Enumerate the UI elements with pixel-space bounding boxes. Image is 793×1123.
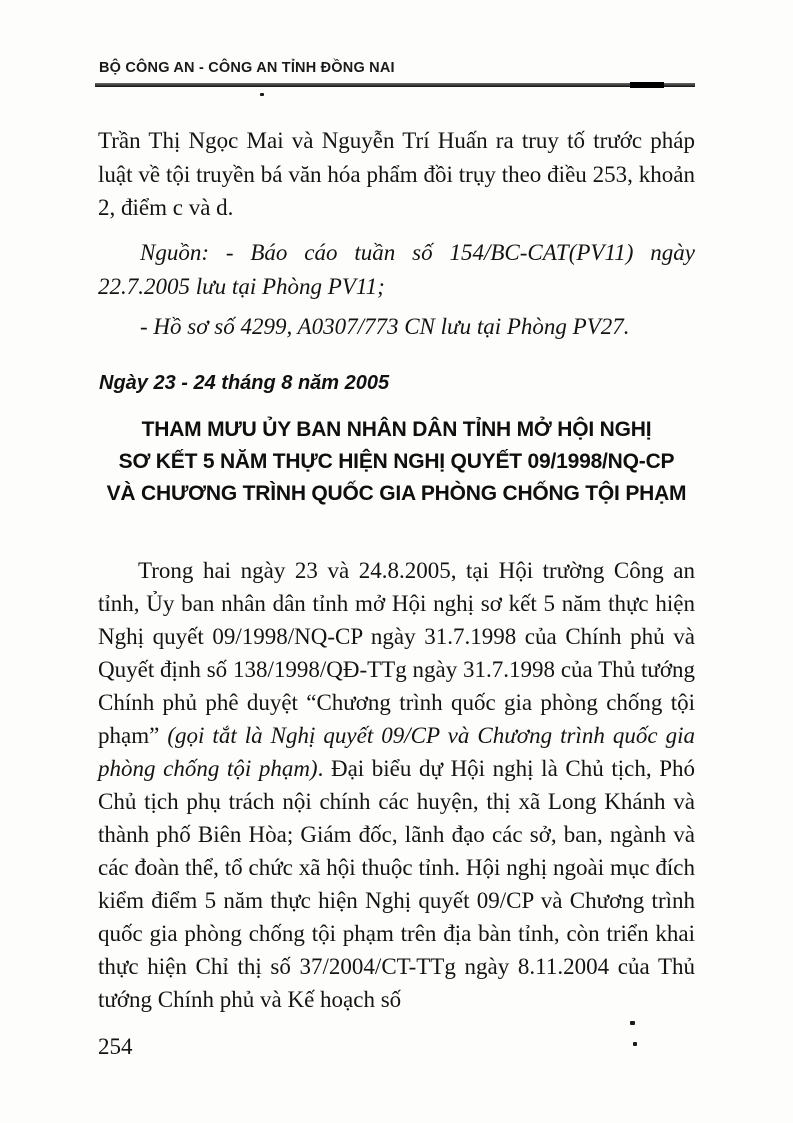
entry-title-line-3: VÀ CHƯƠNG TRÌNH QUỐC GIA PHÒNG CHỐNG TỘI PHẠM: [106, 482, 687, 505]
page-number: 254: [98, 1034, 133, 1059]
entry-paragraph-tail: . Đại biểu dự Hội nghị là Chủ tịch, Phó Chủ tịch phụ trách nội chính các huyện, thị xã Long Khánh và thành phố Biên Hòa; Giám đốc, lãnh đạo các sở, ban, ngành và các đoàn thể, tổ chức xã hội thuộc tỉnh. Hội nghị ngoài mục đích kiểm điểm 5 năm thực hiện Nghị quyết 09/CP và Chương trình quốc gia phòng chống tội phạm trên địa bàn tỉnh, còn triển khai thực hiện Chỉ thị số 37/2004/CT-TTg ngày 8.11.2004 của Thủ tướng Chính phủ và Kế hoạch số: [98, 756, 695, 1012]
scan-speck: [633, 1042, 637, 1046]
entry-title-line-2: SƠ KẾT 5 NĂM THỰC HIỆN NGHỊ QUYẾT 09/1998/NQ-CP: [118, 450, 675, 473]
entry-title-line-1: THAM MƯU ỦY BAN NHÂN DÂN TỈNH MỞ HỘI NGHỊ: [141, 418, 652, 441]
scan-speck: [630, 1021, 635, 1025]
running-header: BỘ CÔNG AN - CÔNG AN TỈNH ĐỒNG NAI: [99, 60, 395, 76]
entry-paragraph-lead: Trong hai ngày 23 và 24.8.2005, tại Hội trường Công an tỉnh, Ủy ban nhân dân tỉnh mở Hội nghị sơ kết 5 năm thực hiện Nghị quyết 09/1998/NQ-CP ngày 31.7.1998 của Chính phủ và Quyết định số 138/1998/QĐ-TTg ngày 31.7.1998 của Thủ tướng Chính phủ phê duyệt “Chương trình quốc gia phòng chống tội phạm”: [98, 558, 695, 748]
source-citation-line-1: Nguồn: - Báo cáo tuần số 154/BC-CAT(PV11) ngày 22.7.2005 lưu tại Phòng PV11;: [98, 240, 695, 299]
entry-paragraph-aside-italic: (gọi tắt là Nghị quyết 09/CP và Chương trình quốc gia phòng chống tội phạm): [98, 723, 695, 781]
header-rule-bold-segment: [630, 82, 664, 88]
paragraph-continuation: Trần Thị Ngọc Mai và Nguyễn Trí Huấn ra truy tố trước pháp luật về tội truyền bá văn hóa phẩm đồi trụy theo điều 253, khoản 2, điểm c và d.: [98, 128, 695, 220]
entry-title: [98, 414, 695, 510]
entry-paragraph: [98, 554, 695, 1016]
source-citation-line-2: - Hồ sơ số 4299, A0307/773 CN lưu tại Phòng PV27.: [140, 314, 630, 339]
header-rule: [95, 83, 695, 87]
scan-speck: [260, 93, 264, 96]
entry-date-heading: Ngày 23 - 24 tháng 8 năm 2005: [99, 372, 390, 394]
